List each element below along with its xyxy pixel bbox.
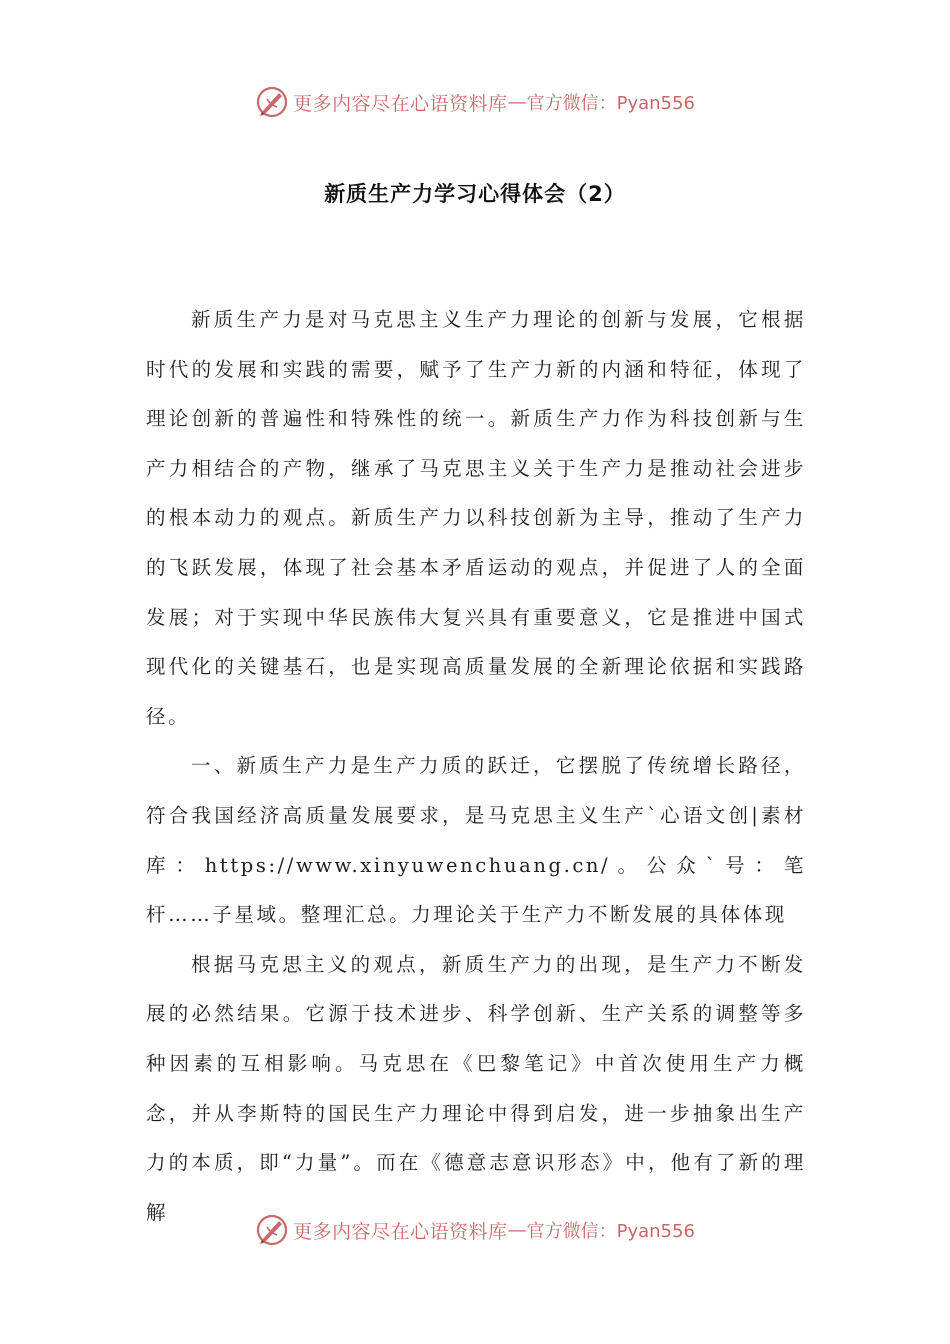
banner-text: 更多内容尽在心语资料库 [293, 1220, 508, 1243]
banner-wechat: 官方微信：Pyan556 [526, 93, 695, 114]
header-banner [0, 80, 950, 124]
paragraph-intro: 新质生产力是对马克思主义生产力理论的创新与发展，它根据时代的发展和实践的需要，赋予了生产力新的内涵和特征，体现了理论创新的普遍性和特殊性的统一。新质生产力作为科技创新与生产力相结合的产物，继承了马克思主义关于生产力是推动社会进步的根本动力的观点。新质生产力以科技创新为主导，推动了生产力的飞跃发展，体现了社会基本矛盾运动的观点，并促进了人的全面发展；对于实现中华民族伟大复兴具有重要意义，它是推进中国式现代化的关键基石，也是实现高质量发展的全新理论依据和实践路径。 [146, 308, 806, 728]
banner-text: 更多内容尽在心语资料库 [293, 92, 508, 115]
page-title: 新质生产力学习心得体会（2） [324, 182, 626, 206]
banner-wechat: 官方微信：Pyan556 [526, 1221, 695, 1242]
banner-dash: — [507, 1219, 527, 1241]
document-body [146, 295, 806, 1237]
paragraph-marxist-view: 根据马克思主义的观点，新质生产力的出现，是生产力不断发展的必然结果。它源于技术进步、科学创新、生产关系的调整等多种因素的互相影响。马克思在《巴黎笔记》中首次使用生产力概念，并从李斯特的国民生产力理论中得到启发，进一步抽象出生产力的本质，即“力量”。而在《德意志意识形态》中，他有了新的理解 [146, 952, 806, 1224]
banner-dash: — [507, 91, 527, 113]
footer-banner [0, 1208, 950, 1252]
pen-logo-icon [255, 85, 289, 119]
paragraph-section-one: 一、新质生产力是生产力质的跃迁，它摆脱了传统增长路径，符合我国经济高质量发展要求，是马克思主义生产`心语文创|素材库：https://www.xinyuwenchuang.cn/。公众`号：笔杆……子星域。整理汇总。力理论关于生产力不断发展的具体体现 [146, 754, 806, 927]
pen-logo-icon [255, 1213, 289, 1247]
